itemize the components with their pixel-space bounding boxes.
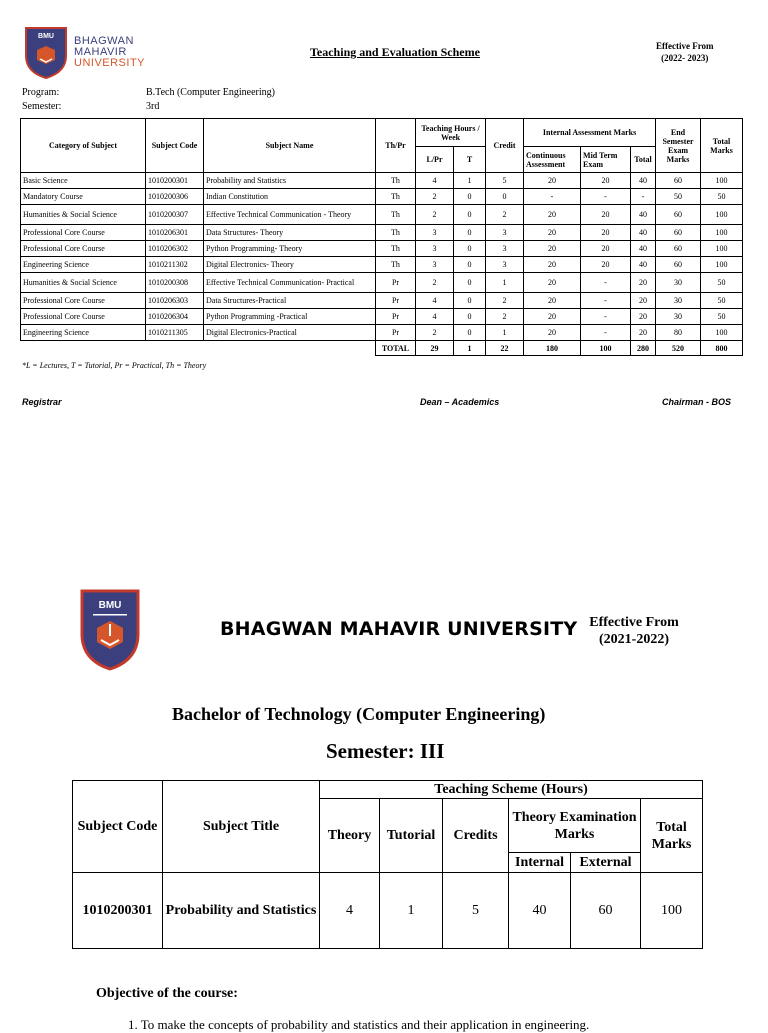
cell-midterm: - (581, 293, 631, 309)
cell-lpr: 2 (416, 325, 454, 341)
cell-lpr: 4 (416, 293, 454, 309)
cell-midterm: 20 (581, 225, 631, 241)
cell-continuous: 20 (524, 173, 581, 189)
header-name: Subject Name (204, 119, 376, 173)
header-title: Subject Title (163, 781, 320, 873)
table-row (21, 273, 743, 293)
blank-cell (146, 341, 204, 356)
header-scheme: Teaching Scheme (Hours) (320, 781, 703, 799)
cell-midterm: 20 (581, 173, 631, 189)
cell-end-sem: 60 (656, 225, 701, 241)
logo-line-3: UNIVERSITY (74, 57, 146, 69)
cell-midterm: - (581, 325, 631, 341)
teaching-scheme-table (72, 780, 703, 949)
header-total-marks: Total Marks (701, 119, 743, 173)
cell-total-marks: 100 (701, 257, 743, 273)
cell-code: 1010206302 (146, 241, 204, 257)
cell-name: Digital Electronics-Practical (204, 325, 376, 341)
logo-badge-text: BMU (98, 600, 122, 611)
cell-t: 0 (454, 189, 486, 205)
cell-thpr: Th (376, 225, 416, 241)
cell-internal-total: 40 (631, 173, 656, 189)
cell-total-marks: 50 (701, 273, 743, 293)
cell-code: 1010206304 (146, 309, 204, 325)
cell-category: Humanities & Social Science (21, 205, 146, 225)
cell-name: Indian Constitution (204, 189, 376, 205)
cell-internal-total: 40 (631, 205, 656, 225)
cell-code: 1010211302 (146, 257, 204, 273)
semester-label: Semester: (22, 101, 62, 112)
cell-internal-total: 20 (631, 273, 656, 293)
cell-end-sem: 60 (656, 241, 701, 257)
total-value: 1 (454, 341, 486, 356)
cell-internal-total: 20 (631, 293, 656, 309)
effective-years: (2022- 2023) (661, 53, 709, 63)
university-name: BHAGWAN MAHAVIR UNIVERSITY (220, 618, 578, 640)
cell-category: Professional Core Course (21, 309, 146, 325)
page-title: Teaching and Evaluation Scheme (310, 45, 480, 59)
shield-logo-icon (24, 26, 68, 80)
semester-title: Semester: III (326, 739, 445, 763)
effective-from (576, 614, 692, 648)
table-row (21, 257, 743, 273)
cell-category: Basic Science (21, 173, 146, 189)
cell-credit: 2 (486, 293, 524, 309)
cell-internal-total: - (631, 189, 656, 205)
cell-total-marks: 50 (701, 293, 743, 309)
effective-label: Effective From (589, 615, 679, 630)
header-internal: Internal Assessment Marks (524, 119, 656, 147)
cell-total: 100 (641, 873, 703, 949)
cell-t: 0 (454, 293, 486, 309)
signature-registrar: Registrar (22, 397, 62, 407)
cell-name: Probability and Statistics (204, 173, 376, 189)
cell-code: 1010200307 (146, 205, 204, 225)
header-internal: Internal (509, 853, 571, 873)
cell-t: 0 (454, 325, 486, 341)
cell-midterm: - (581, 189, 631, 205)
cell-thpr: Pr (376, 325, 416, 341)
objective-heading: Objective of the course: (96, 986, 238, 1001)
cell-category: Professional Core Course (21, 225, 146, 241)
cell-code: 1010211305 (146, 325, 204, 341)
footnote: *L = Lectures, T = Tutorial, Pr = Practical, Th = Theory (22, 361, 207, 370)
cell-continuous: 20 (524, 205, 581, 225)
cell-category: Engineering Science (21, 325, 146, 341)
totals-row (21, 341, 743, 356)
cell-lpr: 2 (416, 205, 454, 225)
logo-line-2: MAHAVIR (74, 46, 127, 58)
evaluation-scheme-table (20, 118, 743, 356)
cell-thpr: Th (376, 257, 416, 273)
cell-t: 0 (454, 241, 486, 257)
cell-continuous: 20 (524, 309, 581, 325)
cell-continuous: 20 (524, 241, 581, 257)
header-internal-total: Total (631, 147, 656, 173)
cell-total-marks: 100 (701, 325, 743, 341)
cell-end-sem: 50 (656, 189, 701, 205)
cell-internal-total: 40 (631, 257, 656, 273)
objective-item: 1. To make the concepts of probability and statistics and their application in engineering. (128, 1017, 590, 1032)
cell-end-sem: 30 (656, 293, 701, 309)
cell-end-sem: 60 (656, 205, 701, 225)
program-value: B.Tech (Computer Engineering) (146, 87, 275, 98)
cell-total-marks: 100 (701, 205, 743, 225)
cell-category: Professional Core Course (21, 241, 146, 257)
table-row (21, 189, 743, 205)
cell-end-sem: 60 (656, 173, 701, 189)
cell-code: 1010206303 (146, 293, 204, 309)
cell-lpr: 4 (416, 309, 454, 325)
cell-thpr: Pr (376, 293, 416, 309)
cell-total-marks: 50 (701, 189, 743, 205)
header-t: T (454, 147, 486, 173)
cell-code: 1010200308 (146, 273, 204, 293)
shield-logo-icon (79, 588, 141, 672)
cell-continuous: 20 (524, 225, 581, 241)
cell-continuous: 20 (524, 257, 581, 273)
cell-internal-total: 40 (631, 241, 656, 257)
total-value: 29 (416, 341, 454, 356)
header-end-sem: End Semester Exam Marks (656, 119, 701, 173)
effective-years: (2021-2022) (599, 632, 669, 647)
cell-credit: 3 (486, 257, 524, 273)
table-row (21, 309, 743, 325)
cell-thpr: Pr (376, 273, 416, 293)
header-exam: Theory Examination Marks (509, 799, 641, 853)
cell-tutorial: 1 (380, 873, 443, 949)
header-continuous: Continuous Assessment (524, 147, 581, 173)
semester-value: 3rd (146, 101, 160, 112)
table-row (21, 241, 743, 257)
header-hours: Teaching Hours / Week (416, 119, 486, 147)
cell-credit: 1 (486, 273, 524, 293)
cell-thpr: Pr (376, 309, 416, 325)
cell-midterm: - (581, 273, 631, 293)
table-row (21, 205, 743, 225)
table-row (73, 873, 703, 949)
total-label: TOTAL (376, 341, 416, 356)
blank-cell (21, 341, 146, 356)
cell-t: 0 (454, 225, 486, 241)
cell-internal: 40 (509, 873, 571, 949)
cell-midterm: 20 (581, 257, 631, 273)
cell-category: Engineering Science (21, 257, 146, 273)
header-code: Subject Code (146, 119, 204, 173)
cell-lpr: 2 (416, 273, 454, 293)
cell-end-sem: 80 (656, 325, 701, 341)
cell-name: Effective Technical Communication- Practical (204, 273, 376, 293)
header-category: Category of Subject (21, 119, 146, 173)
header-lpr: L/Pr (416, 147, 454, 173)
cell-continuous: 20 (524, 273, 581, 293)
program-label: Program: (22, 87, 60, 98)
cell-total-marks: 100 (701, 225, 743, 241)
cell-credit: 5 (486, 173, 524, 189)
cell-name: Data Structures-Practical (204, 293, 376, 309)
cell-name: Data Structures- Theory (204, 225, 376, 241)
cell-continuous: - (524, 189, 581, 205)
cell-thpr: Th (376, 205, 416, 225)
total-value: 280 (631, 341, 656, 356)
total-value: 100 (581, 341, 631, 356)
header-credits: Credits (443, 799, 509, 873)
cell-t: 0 (454, 257, 486, 273)
cell-category: Humanities & Social Science (21, 273, 146, 293)
cell-lpr: 3 (416, 225, 454, 241)
blank-cell (204, 341, 376, 356)
cell-t: 1 (454, 173, 486, 189)
total-value: 800 (701, 341, 743, 356)
cell-internal-total: 40 (631, 225, 656, 241)
cell-name: Digital Electronics- Theory (204, 257, 376, 273)
cell-credit: 2 (486, 205, 524, 225)
cell-midterm: - (581, 309, 631, 325)
cell-code: 1010200306 (146, 189, 204, 205)
table-row (21, 173, 743, 189)
header-thpr: Th/Pr (376, 119, 416, 173)
cell-midterm: 20 (581, 241, 631, 257)
cell-credit: 2 (486, 309, 524, 325)
signature-chairman: Chairman - BOS (662, 397, 732, 407)
cell-credit: 3 (486, 241, 524, 257)
cell-lpr: 3 (416, 257, 454, 273)
cell-t: 0 (454, 273, 486, 293)
cell-internal-total: 20 (631, 325, 656, 341)
cell-credit: 0 (486, 189, 524, 205)
logo-badge-text: BMU (38, 33, 54, 40)
cell-midterm: 20 (581, 205, 631, 225)
cell-lpr: 4 (416, 173, 454, 189)
cell-title: Probability and Statistics (163, 873, 320, 949)
logo-wordmark (74, 36, 145, 69)
cell-code: 1010200301 (73, 873, 163, 949)
scheme-table-body (21, 173, 743, 356)
header-external: External (571, 853, 641, 873)
cell-t: 0 (454, 205, 486, 225)
effective-label: Effective From (656, 41, 714, 51)
program-title: Bachelor of Technology (Computer Engineering) (172, 704, 546, 724)
cell-thpr: Th (376, 173, 416, 189)
effective-from (656, 40, 714, 64)
table-row (21, 225, 743, 241)
cell-code: 1010206301 (146, 225, 204, 241)
logo-line-1: BHAGWAN (74, 35, 134, 47)
cell-end-sem: 30 (656, 309, 701, 325)
cell-thpr: Th (376, 189, 416, 205)
total-value: 22 (486, 341, 524, 356)
table-row (21, 293, 743, 309)
cell-code: 1010200301 (146, 173, 204, 189)
cell-end-sem: 30 (656, 273, 701, 293)
cell-total-marks: 50 (701, 309, 743, 325)
cell-category: Professional Core Course (21, 293, 146, 309)
cell-lpr: 3 (416, 241, 454, 257)
header-total: Total Marks (641, 799, 703, 873)
university-logo (24, 26, 184, 80)
cell-continuous: 20 (524, 325, 581, 341)
cell-end-sem: 60 (656, 257, 701, 273)
cell-internal-total: 20 (631, 309, 656, 325)
cell-credit: 3 (486, 225, 524, 241)
cell-lpr: 2 (416, 189, 454, 205)
cell-thpr: Th (376, 241, 416, 257)
header-credit: Credit (486, 119, 524, 173)
cell-credits: 5 (443, 873, 509, 949)
cell-name: Effective Technical Communication - Theory (204, 205, 376, 225)
signature-dean: Dean – Academics (420, 397, 500, 407)
header-tutorial: Tutorial (380, 799, 443, 873)
cell-total-marks: 100 (701, 173, 743, 189)
cell-name: Python Programming -Practical (204, 309, 376, 325)
cell-t: 0 (454, 309, 486, 325)
table-row (21, 325, 743, 341)
cell-category: Mandatory Course (21, 189, 146, 205)
cell-name: Python Programming- Theory (204, 241, 376, 257)
header-midterm: Mid Term Exam (581, 147, 631, 173)
cell-credit: 1 (486, 325, 524, 341)
cell-total-marks: 100 (701, 241, 743, 257)
header-code: Subject Code (73, 781, 163, 873)
total-value: 520 (656, 341, 701, 356)
header-theory: Theory (320, 799, 380, 873)
total-value: 180 (524, 341, 581, 356)
cell-continuous: 20 (524, 293, 581, 309)
cell-external: 60 (571, 873, 641, 949)
cell-theory: 4 (320, 873, 380, 949)
